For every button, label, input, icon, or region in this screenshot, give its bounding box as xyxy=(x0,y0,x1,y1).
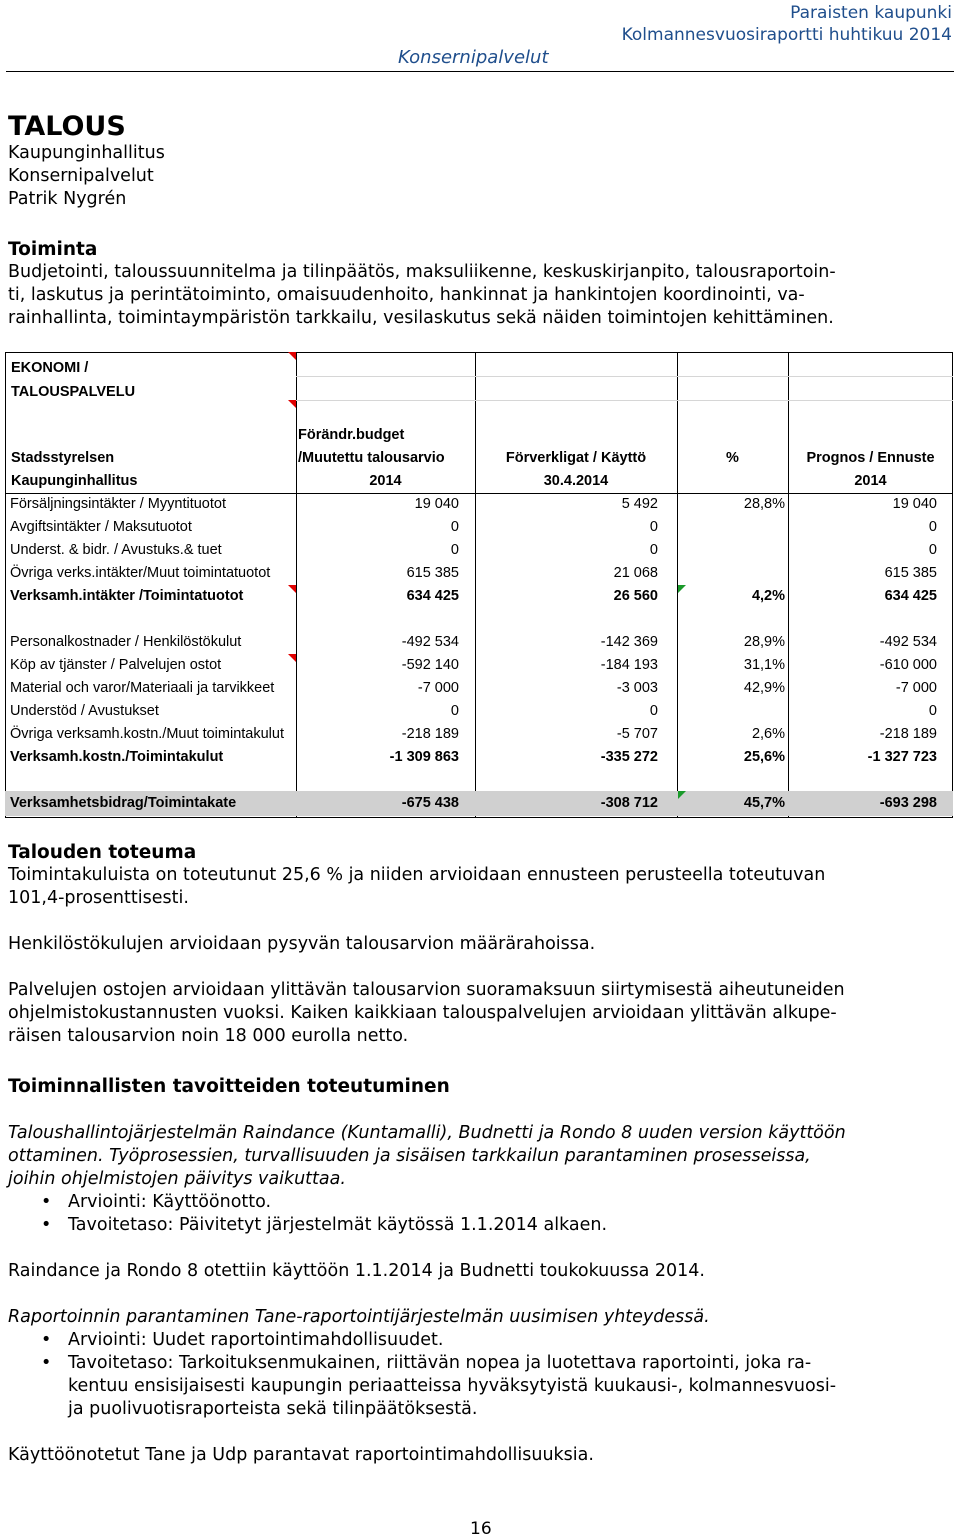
col4-line2: 2014 xyxy=(854,473,887,489)
table-row: Försäljningsintäkter / Myyntituotot 19 040 5 492 28,8% 19 040 xyxy=(10,496,937,512)
toteuma-heading: Talouden toteuma xyxy=(8,842,197,863)
table-row: Övriga verksamh.kostn./Muut toimintakulut -218 189 -5 707 2,6% -218 189 xyxy=(10,726,937,742)
grid-line xyxy=(296,376,953,377)
page-number: 16 xyxy=(470,1519,492,1539)
header-report: Kolmannesvuosiraportti huhtikuu 2014 xyxy=(621,25,952,45)
intro-line-2: Konsernipalvelut xyxy=(8,166,154,186)
col3-header: % xyxy=(726,450,739,466)
table-row-grand-total: Verksamhetsbidrag/Toimintakate -675 438 -308 712 45,7% -693 298 xyxy=(5,791,953,816)
page-header xyxy=(622,2,952,46)
intro-section xyxy=(8,112,953,211)
unit-title xyxy=(11,356,135,404)
comment-marker-icon xyxy=(288,654,296,662)
table-row: Övriga verks.intäkter/Muut toimintatuotot 615 385 21 068 615 385 xyxy=(10,565,937,581)
toiminta-line-3: rainhallinta, toimintaympäristön tarkkailu, vesilaskutus sekä näiden toimintojen kehittäminen. xyxy=(8,308,834,328)
intro-line-1: Kaupunginhallitus xyxy=(8,143,165,163)
goal2-line: Raportoinnin parantaminen Tane-raportointijärjestelmän uusimisen yhteydessä. xyxy=(8,1307,710,1327)
table-row: Material och varor/Materiaali ja tarvikkeet -7 000 -3 003 42,9% -7 000 xyxy=(10,680,937,696)
bullet-line: ja puolivuotisraporteista sekä tilinpäätöksestä. xyxy=(68,1399,478,1419)
table-row: Understöd / Avustukset 0 0 0 xyxy=(10,703,937,719)
row-header-2: Kaupunginhallitus xyxy=(11,473,138,489)
section-title: TALOUS xyxy=(8,111,126,142)
list-item: • Tavoitetaso: Päivitetyt järjestelmät käytössä 1.1.2014 alkaen. xyxy=(68,1214,953,1237)
toiminta-section xyxy=(8,238,953,330)
list-item xyxy=(68,1352,953,1421)
row-header-1: Stadsstyrelsen xyxy=(11,450,115,466)
table-row: Personalkostnader / Henkilöstökulut -492 534 -142 369 28,9% -492 534 xyxy=(10,634,937,650)
col1-line1: Förändr.budget xyxy=(298,427,405,443)
tavoitteet-section xyxy=(8,1075,953,1467)
list-item: • Arviointi: Uudet raportointimahdollisuudet. xyxy=(68,1329,953,1352)
col2-line1: Förverkligat / Käyttö xyxy=(505,450,647,466)
toteuma-p1a: Toimintakuluista on toteutunut 25,6 % ja niiden arvioidaan ennusteen perusteella toteutuvan xyxy=(8,865,826,885)
col1-year: 2014 xyxy=(369,473,402,489)
goal2-bullets xyxy=(8,1329,953,1421)
toteuma-p1b: 101,4-prosenttisesti. xyxy=(8,888,189,908)
goal1-line-a: Taloushallintojärjestelmän Raindance (Kuntamalli), Budnetti ja Rondo 8 uuden version käyttöön xyxy=(8,1123,846,1143)
toiminta-heading: Toiminta xyxy=(8,239,98,260)
comment-marker-icon xyxy=(288,585,296,593)
comment-marker-icon xyxy=(288,400,296,408)
bullet-line: Tavoitetaso: Tarkoituksenmukainen, riittävän nopea ja luotettava raportointi, joka ra- xyxy=(68,1353,812,1373)
bullet-line: kentuu ensisijaisesti kaupungin periaatteissa hyväksytyistä kuukausi-, kolmannesvuosi- xyxy=(68,1376,837,1396)
header-divider xyxy=(6,71,954,72)
unit-title-1: EKONOMI / xyxy=(11,360,89,376)
col4-line1: Prognos / Ennuste xyxy=(806,450,935,466)
table-row: Avgiftsintäkter / Maksutuotot 0 0 0 xyxy=(10,519,937,535)
header-org: Paraisten kaupunki xyxy=(790,3,952,23)
toteuma-p3b: ohjelmistokustannusten vuoksi. Kaiken kaikkiaan talouspalvelujen arvioidaan ylittävän alkupe- xyxy=(8,1003,837,1023)
table-row: Underst. & bidr. / Avustuks.& tuet 0 0 0 xyxy=(10,542,937,558)
col1-line2: /Muutettu talousarvio xyxy=(298,450,445,466)
col2-line2: 30.4.2014 xyxy=(543,473,609,489)
status-marker-icon xyxy=(678,585,686,593)
unit-title-2: TALOUSPALVELU xyxy=(11,384,136,400)
toiminta-line-2: ti, laskutus ja perintätoiminto, omaisuudenhoito, hankinnat ja hankintojen koordinointi, va- xyxy=(8,285,805,305)
col-budget-header xyxy=(298,424,445,470)
toteuma-p2: Henkilöstökulujen arvioidaan pysyvän talousarvion määrärahoissa. xyxy=(8,934,596,954)
goal1-line-b: ottaminen. Työprosessien, turvallisuuden ja sisäisen tarkkailun parantaminen prosesseissa, xyxy=(8,1146,811,1166)
table-row: Köp av tjänster / Palvelujen ostot -592 140 -184 193 31,1% -610 000 xyxy=(10,657,937,673)
table-row-total: Verksamh.kostn./Toimintakulut -1 309 863 -335 272 25,6% -1 327 723 xyxy=(10,749,937,765)
comment-marker-icon xyxy=(288,352,296,360)
tavoitteet-heading: Toiminnallisten tavoitteiden toteutuminen xyxy=(8,1076,450,1097)
toteuma-section xyxy=(8,841,953,1048)
table-row-total: Verksamh.intäkter /Toimintatuotot 634 425 26 560 4,2% 634 425 xyxy=(10,588,937,604)
finance-table xyxy=(5,352,953,818)
intro-line-3: Patrik Nygrén xyxy=(8,189,127,209)
status-marker-icon xyxy=(678,791,686,799)
toiminta-line-1: Budjetointi, taloussuunnitelma ja tilinpäätös, maksuliikenne, keskuskirjanpito, talousraportoin- xyxy=(8,262,836,282)
toteuma-p3c: räisen talousarvion noin 18 000 eurolla netto. xyxy=(8,1026,409,1046)
goal1-line-c: joihin ohjelmistojen päivitys vaikuttaa. xyxy=(8,1169,346,1189)
header-unit: Konsernipalvelut xyxy=(398,47,549,68)
list-item: • Arviointi: Käyttöönotto. xyxy=(68,1191,953,1214)
goal1-result: Raindance ja Rondo 8 otettiin käyttöön 1.1.2014 ja Budnetti toukokuussa 2014. xyxy=(8,1261,705,1281)
grid-line xyxy=(296,400,953,401)
goal2-result: Käyttöönotetut Tane ja Udp parantavat raportointimahdollisuuksia. xyxy=(8,1445,594,1465)
goal1-bullets xyxy=(8,1191,953,1237)
toteuma-p3a: Palvelujen ostojen arvioidaan ylittävän talousarvion suoramaksuun siirtymisestä aiheutuneiden xyxy=(8,980,845,1000)
